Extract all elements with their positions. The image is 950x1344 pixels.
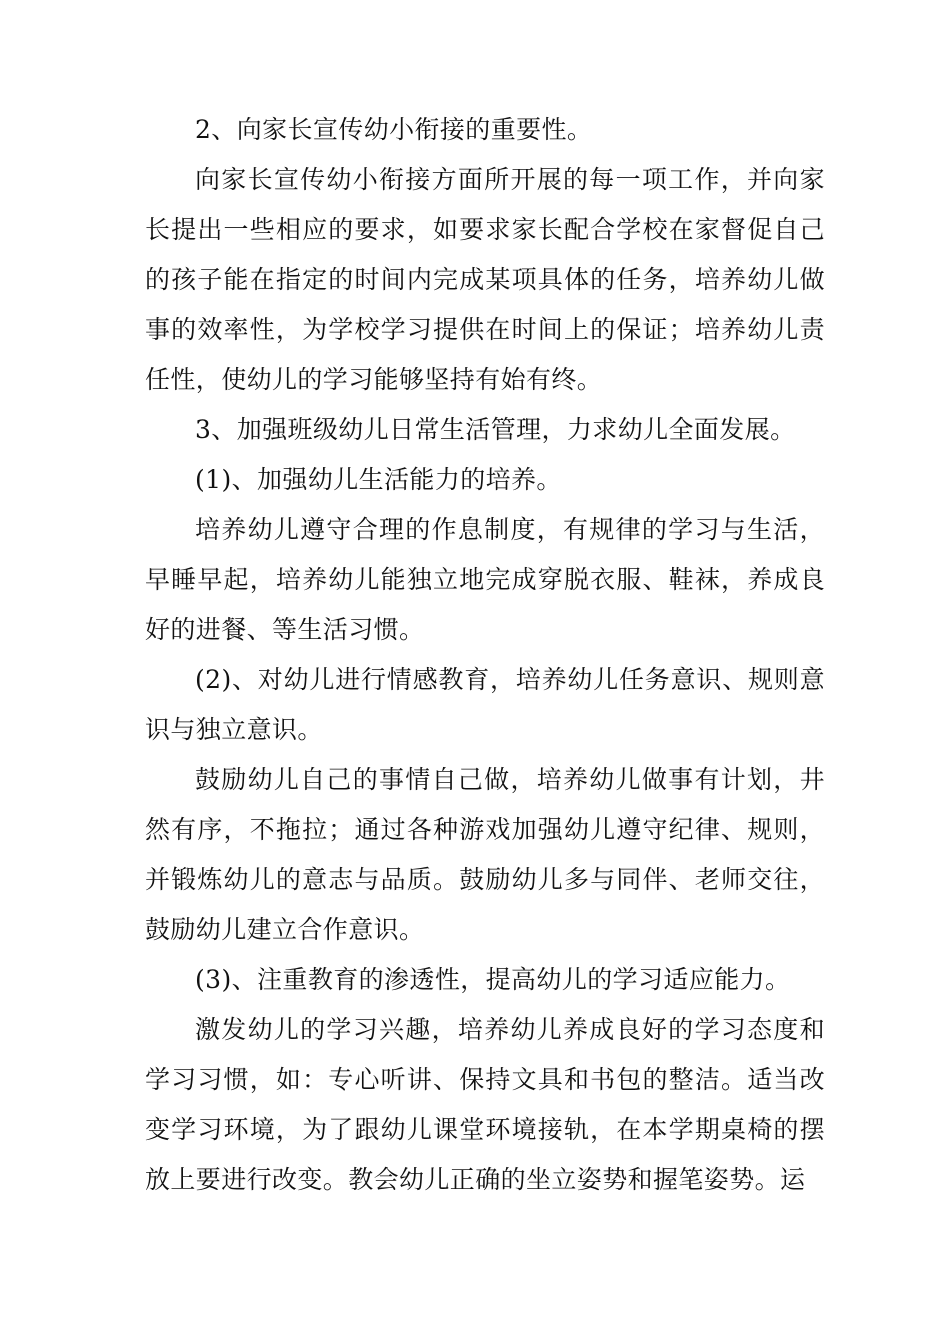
body-paragraph: 激发幼儿的学习兴趣，培养幼儿养成良好的学习态度和学习习惯，如：专心听讲、保持文具和书包的整洁。适当改变学习环境，为了跟幼儿课堂环境接轨，在本学期桌椅的摆放上要进行改变。教会幼儿正确的坐立姿势和握笔姿势。运: [145, 1015, 825, 1194]
subheading-1: (1)、加强幼儿生活能力的培养。: [195, 465, 562, 494]
body-paragraph: 鼓励幼儿自己的事情自己做，培养幼儿做事有计划，井然有序，不拖拉；通过各种游戏加强幼儿遵守纪律、规则，并锻炼幼儿的意志与品质。鼓励幼儿多与同伴、老师交往，鼓励幼儿建立合作意识。: [145, 765, 825, 944]
subheading-2: (2)、对幼儿进行情感教育，培养幼儿任务意识、规则意识与独立意识。: [145, 665, 825, 744]
section-heading-2: 2、向家长宣传幼小衔接的重要性。: [195, 115, 593, 144]
subheading-3: (3)、注重教育的渗透性，提高幼儿的学习适应能力。: [195, 965, 791, 994]
body-paragraph: 向家长宣传幼小衔接方面所开展的每一项工作，并向家长提出一些相应的要求，如要求家长配合学校在家督促自己的孩子能在指定的时间内完成某项具体的任务，培养幼儿做事的效率性，为学校学习提供在时间上的保证；培养幼儿责任性，使幼儿的学习能够坚持有始有终。: [145, 165, 825, 394]
section-heading-3: 3、加强班级幼儿日常生活管理，力求幼儿全面发展。: [195, 415, 796, 444]
document-page: [145, 105, 825, 1205]
body-paragraph: 培养幼儿遵守合理的作息制度，有规律的学习与生活，早睡早起，培养幼儿能独立地完成穿脱衣服、鞋袜，养成良好的进餐、等生活习惯。: [145, 515, 825, 644]
